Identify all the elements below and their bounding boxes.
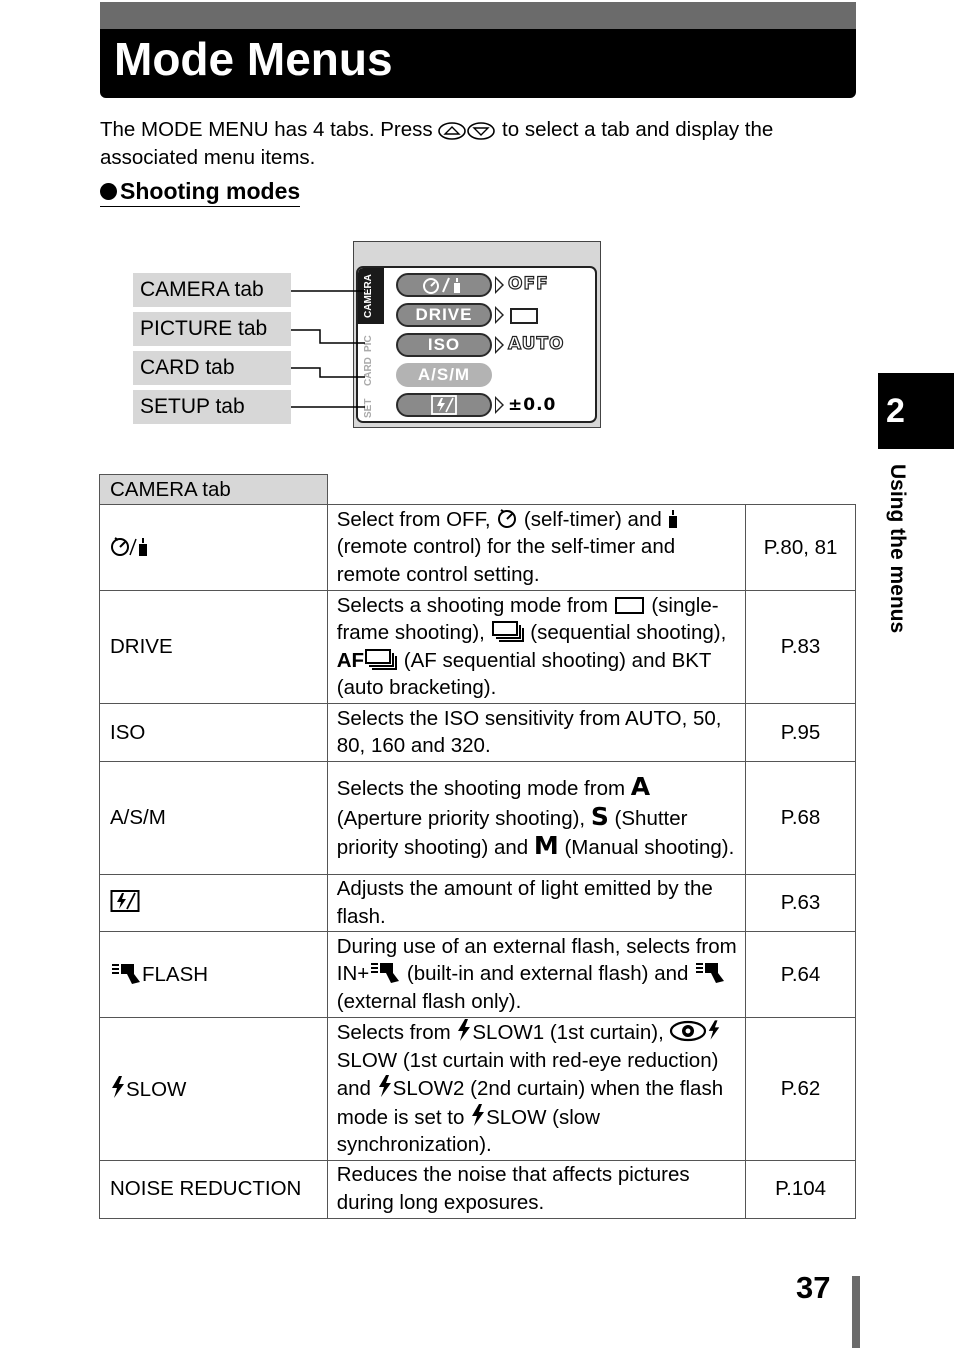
desc-text: Selects the shooting mode from (336, 777, 631, 801)
menu-value-flash-compensation: ±0.0 (508, 395, 557, 415)
external-flash-icon (369, 961, 401, 983)
callout-camera-tab: CAMERA tab (133, 273, 291, 307)
section-heading-text: Shooting modes (120, 178, 301, 204)
desc-text: SLOW2 (2nd curtain) when the flash mode is set to (336, 1077, 724, 1129)
table-header-camera-tab: CAMERA tab (100, 475, 328, 505)
table-row (100, 505, 856, 591)
desc-text: (sequential shooting), (524, 621, 727, 644)
table-header-row (100, 475, 856, 505)
external-flash-icon (694, 961, 726, 983)
desc-text: During use of an external flash, selects from IN+ (336, 934, 737, 986)
flash-icon (456, 1018, 472, 1042)
desc-text: (single-frame shooting), (336, 593, 719, 644)
menu-item-iso: ISO (396, 333, 492, 357)
row-page: P.63 (746, 875, 856, 932)
external-flash-label: FLASH (142, 962, 209, 986)
single-frame-icon (614, 595, 646, 615)
desc-text: (Manual shooting). (558, 836, 735, 860)
page-number-bar (852, 1276, 860, 1348)
chapter-label-text: Using the menus (886, 464, 909, 634)
af-sequential-icon (364, 648, 398, 670)
desc-text: (built-in and external flash) and (401, 962, 695, 986)
row-name-iso: ISO (100, 704, 328, 762)
selftimer-remote-icon (110, 535, 150, 557)
row-name-flash-compensation (100, 875, 328, 932)
af-label: AF (336, 648, 365, 672)
desc-text: SLOW (slow synchronization). (336, 1105, 600, 1156)
remote-control-icon (667, 507, 679, 529)
row-desc-slow (327, 1018, 745, 1161)
mode-m-letter: M (533, 831, 559, 861)
slow-label: SLOW (126, 1077, 187, 1101)
desc-text: (self-timer) and (518, 507, 668, 531)
row-page: P.64 (746, 932, 856, 1018)
row-desc-noise-reduction: Reduces the noise that affects pictures during long exposures. (327, 1160, 745, 1218)
callout-setup-tab: SETUP tab (133, 390, 291, 424)
intro-text-before: The MODE MENU has 4 tabs. Press (100, 118, 439, 141)
desc-text: (AF sequential shooting) and BKT (auto bracketing). (336, 648, 712, 699)
vtab-camera: CAMERA (363, 274, 374, 318)
chapter-label (883, 464, 913, 674)
callout-card-tab: CARD tab (133, 351, 291, 385)
mode-a-letter: A (630, 772, 651, 802)
selftimer-icon (496, 507, 518, 529)
menu-value-iso: AUTO (508, 334, 565, 354)
row-desc-drive (327, 591, 745, 704)
desc-text: SLOW1 (1st curtain), (472, 1021, 670, 1044)
desc-text: Select from OFF, (336, 507, 497, 531)
intro-text-after: to select a tab and display the associated menu items. (100, 118, 774, 169)
chapter-number-tab: 2 (878, 373, 954, 449)
menu-value-selftimer: OFF (508, 274, 549, 294)
red-eye-icon (669, 1020, 707, 1042)
desc-text: Selects a shooting mode from (336, 593, 614, 617)
table-row (100, 1160, 856, 1218)
page-number: 37 (796, 1270, 831, 1305)
row-page: P.68 (746, 762, 856, 875)
desc-text: SLOW (1st curtain with red-eye reduction) and (336, 1048, 719, 1100)
row-desc-selftimer (327, 505, 745, 591)
flash-icon (377, 1074, 393, 1098)
table-row (100, 762, 856, 875)
camera-tab-table (99, 474, 856, 1219)
table-row (100, 1018, 856, 1161)
flash-icon (707, 1018, 721, 1042)
vtab-picture: PIC (363, 335, 374, 352)
row-name-noise-reduction: NOISE REDUCTION (100, 1160, 328, 1218)
row-page: P.62 (746, 1018, 856, 1161)
row-page: P.95 (746, 704, 856, 762)
row-name-drive: DRIVE (100, 591, 328, 704)
table-row (100, 591, 856, 704)
desc-text: (external flash only). (336, 989, 522, 1013)
menu-item-asm: A/S/M (396, 363, 492, 387)
row-desc-flash-compensation: Adjusts the amount of light emitted by the flash. (327, 875, 745, 932)
table-row (100, 932, 856, 1018)
table-row (100, 704, 856, 762)
flash-compensation-icon (110, 889, 140, 913)
row-page: P.80, 81 (746, 505, 856, 591)
row-desc-iso: Selects the ISO sensitivity from AUTO, 50, 80, 160 and 320. (327, 704, 745, 762)
menu-item-drive: DRIVE (396, 303, 492, 327)
callout-picture-tab: PICTURE tab (133, 312, 291, 346)
table-row (100, 875, 856, 932)
desc-text: (Shutter priority shooting) and (336, 806, 688, 860)
row-desc-asm (327, 762, 745, 875)
desc-text: (remote control) for the self-timer and remote control setting. (336, 535, 676, 586)
row-name-external-flash (100, 932, 328, 1018)
vtab-card: CARD (363, 357, 374, 386)
page-title: Mode Menus (114, 33, 393, 85)
desc-text: (Aperture priority shooting), (336, 806, 591, 830)
vtab-setup: SET (363, 398, 374, 418)
row-page: P.104 (746, 1160, 856, 1218)
row-name-slow (100, 1018, 328, 1161)
row-page: P.83 (746, 591, 856, 704)
sequential-shooting-icon (491, 620, 525, 642)
mode-s-letter: S (590, 801, 609, 831)
row-desc-external-flash (327, 932, 745, 1018)
row-name-selftimer (100, 505, 328, 591)
flash-icon (470, 1103, 486, 1127)
flash-icon (110, 1075, 126, 1099)
row-name-asm: A/S/M (100, 762, 328, 875)
external-flash-icon (110, 962, 142, 984)
desc-text: Selects from (336, 1021, 457, 1044)
